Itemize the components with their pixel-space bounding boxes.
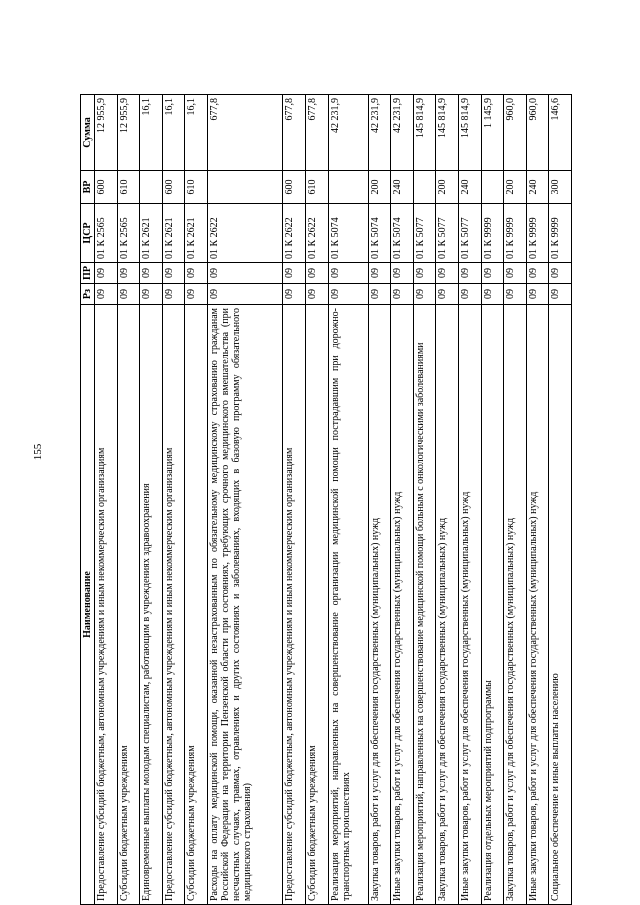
cell-rz: 09	[328, 284, 368, 305]
cell-pr: 09	[481, 263, 504, 284]
cell-vr	[481, 171, 504, 204]
cell-sum: 145 814,9	[413, 95, 436, 171]
cell-vr: 200	[436, 171, 459, 204]
table-row	[117, 95, 140, 905]
cell-rz: 09	[140, 284, 163, 305]
budget-table	[80, 94, 572, 905]
cell-sum: 145 814,9	[436, 95, 459, 171]
cell-pr: 09	[391, 263, 414, 284]
table-row	[413, 95, 436, 905]
cell-rz: 09	[95, 284, 118, 305]
cell-rz: 09	[283, 284, 306, 305]
cell-pr: 09	[140, 263, 163, 284]
table-header-row	[81, 95, 95, 905]
cell-vr	[328, 171, 368, 204]
cell-rz: 09	[162, 284, 185, 305]
cell-name: Реализация мероприятий, направленных на совершенствование организации медицинской помощи пострадавшим при дорожно-транспортных происшествиях	[328, 305, 368, 905]
table-row	[162, 95, 185, 905]
cell-csr: 01 К 5074	[328, 204, 368, 263]
cell-sum: 42 231,9	[391, 95, 414, 171]
table-row	[283, 95, 306, 905]
cell-pr: 09	[549, 263, 572, 284]
cell-name: Социальное обеспечение и иные выплаты населению	[549, 305, 572, 905]
cell-rz: 09	[207, 284, 283, 305]
cell-vr	[413, 171, 436, 204]
cell-sum: 16,1	[140, 95, 163, 171]
cell-rz: 09	[481, 284, 504, 305]
cell-pr: 09	[413, 263, 436, 284]
table-row	[436, 95, 459, 905]
cell-rz: 09	[504, 284, 527, 305]
cell-sum: 960,0	[504, 95, 527, 171]
cell-pr: 09	[283, 263, 306, 284]
rotated-page	[80, 95, 572, 905]
cell-vr	[207, 171, 283, 204]
cell-csr: 01 К 2622	[306, 204, 329, 263]
cell-name: Субсидии бюджетным учреждениям	[117, 305, 140, 905]
cell-csr: 01 К 2622	[207, 204, 283, 263]
cell-name: Закупка товаров, работ и услуг для обеспечения государственных (муниципальных) нужд	[368, 305, 391, 905]
cell-csr: 01 К 5074	[368, 204, 391, 263]
cell-rz: 09	[459, 284, 482, 305]
table-row	[549, 95, 572, 905]
cell-csr: 01 К 9999	[481, 204, 504, 263]
table-row	[391, 95, 414, 905]
cell-csr: 01 К 2621	[140, 204, 163, 263]
table-body	[95, 95, 572, 905]
cell-sum: 145 814,9	[459, 95, 482, 171]
table-row	[306, 95, 329, 905]
cell-sum: 12 955,9	[95, 95, 118, 171]
cell-pr: 09	[368, 263, 391, 284]
cell-vr: 200	[368, 171, 391, 204]
cell-csr: 01 К 5077	[413, 204, 436, 263]
cell-pr: 09	[459, 263, 482, 284]
cell-sum: 677,8	[207, 95, 283, 171]
cell-vr: 200	[504, 171, 527, 204]
cell-csr: 01 К 9999	[504, 204, 527, 263]
cell-sum: 12 955,9	[117, 95, 140, 171]
cell-name: Единовременные выплаты молодым специалистам, работающим в учреждениях здравоохранения	[140, 305, 163, 905]
cell-csr: 01 К 5077	[459, 204, 482, 263]
cell-vr	[140, 171, 163, 204]
cell-rz: 09	[549, 284, 572, 305]
page-number: 155	[32, 443, 44, 461]
table-row	[368, 95, 391, 905]
cell-rz: 09	[391, 284, 414, 305]
cell-pr: 09	[117, 263, 140, 284]
cell-csr: 01 К 5074	[391, 204, 414, 263]
cell-csr: 01 К 2565	[117, 204, 140, 263]
table-row	[207, 95, 283, 905]
cell-vr: 610	[117, 171, 140, 204]
cell-name: Закупка товаров, работ и услуг для обеспечения государственных (муниципальных) нужд	[436, 305, 459, 905]
cell-sum: 960,0	[526, 95, 549, 171]
cell-pr: 09	[185, 263, 208, 284]
cell-pr: 09	[95, 263, 118, 284]
header-csr: ЦСР	[81, 204, 95, 263]
cell-sum: 16,1	[162, 95, 185, 171]
cell-vr: 240	[459, 171, 482, 204]
table-row	[140, 95, 163, 905]
cell-rz: 09	[306, 284, 329, 305]
cell-name: Предоставление субсидий бюджетным, автономным учреждениям и иным некоммерческим организациям	[283, 305, 306, 905]
cell-rz: 09	[413, 284, 436, 305]
cell-sum: 677,8	[306, 95, 329, 171]
cell-name: Закупка товаров, работ и услуг для обеспечения государственных (муниципальных) нужд	[504, 305, 527, 905]
cell-name: Субсидии бюджетным учреждениям	[306, 305, 329, 905]
table-row	[504, 95, 527, 905]
cell-csr: 01 К 9999	[526, 204, 549, 263]
cell-sum: 677,8	[283, 95, 306, 171]
cell-name: Реализация отдельных мероприятий подпрограммы	[481, 305, 504, 905]
cell-vr: 610	[306, 171, 329, 204]
cell-rz: 09	[436, 284, 459, 305]
cell-sum: 16,1	[185, 95, 208, 171]
cell-vr: 600	[283, 171, 306, 204]
cell-vr: 600	[95, 171, 118, 204]
table-row	[459, 95, 482, 905]
cell-vr: 300	[549, 171, 572, 204]
cell-pr: 09	[328, 263, 368, 284]
header-vr: ВР	[81, 171, 95, 204]
table-row	[185, 95, 208, 905]
cell-csr: 01 К 5077	[436, 204, 459, 263]
cell-csr: 01 К 2621	[162, 204, 185, 263]
cell-rz: 09	[185, 284, 208, 305]
cell-name: Предоставление субсидий бюджетным, автономным учреждениям и иным некоммерческим организациям	[162, 305, 185, 905]
table-row	[328, 95, 368, 905]
cell-rz: 09	[526, 284, 549, 305]
cell-rz: 09	[368, 284, 391, 305]
cell-sum: 1 145,9	[481, 95, 504, 171]
cell-sum: 42 231,9	[368, 95, 391, 171]
table-row	[526, 95, 549, 905]
cell-name: Субсидии бюджетным учреждениям	[185, 305, 208, 905]
cell-csr: 01 К 2622	[283, 204, 306, 263]
cell-rz: 09	[117, 284, 140, 305]
header-rz: Рз	[81, 284, 95, 305]
cell-vr: 240	[391, 171, 414, 204]
cell-pr: 09	[306, 263, 329, 284]
cell-name: Иные закупки товаров, работ и услуг для обеспечения государственных (муниципальных) нужд	[391, 305, 414, 905]
cell-csr: 01 К 2565	[95, 204, 118, 263]
cell-name: Иные закупки товаров, работ и услуг для обеспечения государственных (муниципальных) нужд	[459, 305, 482, 905]
cell-vr: 610	[185, 171, 208, 204]
cell-name: Предоставление субсидий бюджетным, автономным учреждениям и иным некоммерческим организациям	[95, 305, 118, 905]
table-row	[481, 95, 504, 905]
table-row	[95, 95, 118, 905]
cell-vr: 240	[526, 171, 549, 204]
cell-pr: 09	[504, 263, 527, 284]
cell-pr: 09	[436, 263, 459, 284]
cell-pr: 09	[162, 263, 185, 284]
cell-name: Иные закупки товаров, работ и услуг для обеспечения государственных (муниципальных) нужд	[526, 305, 549, 905]
header-pr: ПР	[81, 263, 95, 284]
cell-vr: 600	[162, 171, 185, 204]
header-sum: Сумма	[81, 95, 95, 171]
cell-csr: 01 К 9999	[549, 204, 572, 263]
cell-sum: 42 231,9	[328, 95, 368, 171]
header-name: Наименование	[81, 305, 95, 905]
cell-name: Расходы на оплату медицинской помощи, оказанной незастрахованным по обязательному медицинскому страхованию гражданам Российской Федерации на территории Пензенской области при состояниях, требующих срочного медицинского вмешательства (при несчастных случаях, травмах, отравлениях и других состояниях и заболеваниях, входящих в базовую программу обязательного медицинского страхования)	[207, 305, 283, 905]
cell-pr: 09	[207, 263, 283, 284]
cell-csr: 01 К 2621	[185, 204, 208, 263]
cell-name: Реализация мероприятий, направленных на совершенствование медицинской помощи больным с онкологическими заболеваниями	[413, 305, 436, 905]
cell-sum: 146,6	[549, 95, 572, 171]
cell-pr: 09	[526, 263, 549, 284]
